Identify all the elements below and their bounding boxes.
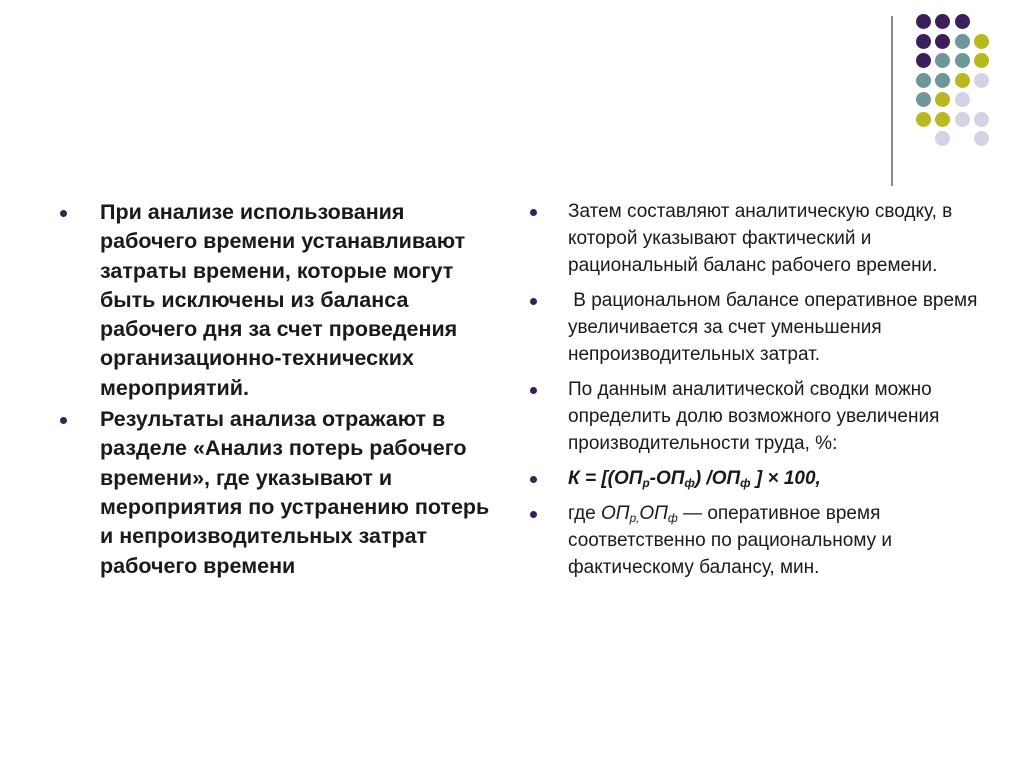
bullet-icon [530,511,537,518]
left-item-text: При анализе использования рабочего времени устанавливают затраты времени, которые могут быть исключены из баланса рабочего дня за счет проведения организационно-технических мероприятий. [100,200,466,400]
note-item [530,500,980,581]
left-bullet-item [60,198,500,403]
note-sub: ф [667,511,678,525]
right-item-text: По данным аналитической сводки можно определить долю возможного увеличения производительности труда, %: [568,379,940,454]
decor-dot [974,53,989,68]
formula-minus: -ОП [649,468,685,489]
decor-dot [974,131,989,146]
formula-mid: ) /ОП [694,468,741,489]
decor-dot-grid [0,0,1024,170]
bullet-icon [60,210,67,217]
note-prefix: где [568,503,602,524]
note-rest: — оперативное время соответственно по рациональному и фактическому балансу, мин. [568,503,893,578]
decor-dot [935,92,950,107]
decor-dot [935,14,950,29]
formula-tail: ] × 100, [750,468,821,489]
left-item-text: Результаты анализа отражают в разделе «Анализ потерь рабочего времени», где указывают и мероприятия по устранению потерь и непроизводительных затрат рабочего времени [100,407,490,578]
decor-dot [935,34,950,49]
decor-dot [935,73,950,88]
note-op: ОП [639,503,668,524]
decor-dot [916,34,931,49]
bullet-icon [530,476,537,483]
right-item-text: В рациональном балансе оперативное время увеличивается за счет уменьшения непроизводительных затрат. [568,290,983,365]
left-column [60,198,500,583]
decor-dot [955,53,970,68]
decor-dot [955,112,970,127]
right-bullet-item [530,287,983,368]
decor-dot [955,34,970,49]
decor-dot [935,112,950,127]
note-sub: р, [629,511,640,525]
decor-dot [916,92,931,107]
right-bullet-item [530,376,980,457]
decor-dot [935,53,950,68]
formula-sub: р [642,476,650,490]
bullet-icon [530,298,537,305]
formula-sub: ф [684,476,695,490]
decor-dot [974,73,989,88]
formula-lead: К = [(ОП [568,468,643,489]
bullet-icon [530,209,537,216]
decor-dot [916,53,931,68]
decor-dot [974,112,989,127]
left-bullet-item [60,405,500,581]
bullet-icon [530,387,537,394]
decor-dot [916,73,931,88]
note-op: ОП [601,503,630,524]
decor-dot [974,34,989,49]
formula-sub: ф [740,476,751,490]
decor-dot [916,112,931,127]
bullet-icon [60,417,67,424]
decor-dot [916,14,931,29]
decor-dot [935,131,950,146]
decor-dot [955,92,970,107]
decor-dot [955,73,970,88]
formula-item [530,465,980,492]
decor-dot [955,14,970,29]
right-bullet-item [530,198,980,279]
right-item-text: Затем составляют аналитическую сводку, в которой указывают фактический и рациональный баланс рабочего времени. [568,201,953,276]
right-column [530,198,983,589]
